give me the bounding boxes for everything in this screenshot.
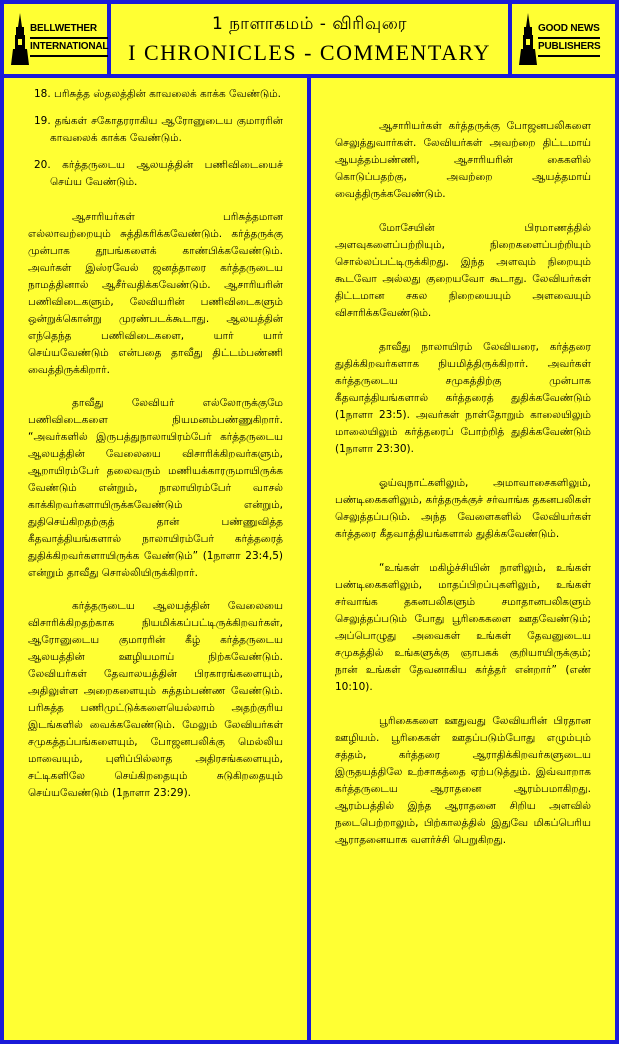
- paragraph: “உங்கள் மகிழ்ச்சியின் நாளிலும், உங்கள் பண்டிகைகளிலும், மாதப்பிறப்புகளிலும், உங்கள் சர்வாங்க தகனபலிகளும் சமாதானபலிகளும் செலுத்தப்படும் போது பூரிகைகளை ஊதவேண்டும்; அப்பொழுது அவைகள் உங்கள் தேவனுடைய சமுகத்தில் உங்களுக்கு ஞாபகக் குறியாயிருக்கும்; நான் உங்கள் தேவனாகிய கர்த்தர் என்றார்” (எண் 10:10).: [335, 562, 591, 693]
- paragraph: பூரிகைகளை ஊதுவது லேவியரின் பிரதான ஊழியம். பூரிகைகள் ஊதப்படும்போது எழும்பும் சத்தம், கர்த்தரை ஆராதிக்கிறவர்களுடைய இருதயத்திலே உற்சாகத்தை ஏற்படுத்தும். இவ்வாறாக கர்த்தருடைய ஆராதனை ஆரம்பமாகிறது. ஆரம்பத்தில் இந்த ஆராதனை சிறிய அளவில் நடைபெற்றாலும், பிற்காலத்தில் இதுவே மிகப்பெரிய ஆராதனையாக வளர்ச்சி பெறுகிறது.: [335, 715, 591, 846]
- bell-tower-icon: [10, 13, 30, 65]
- paragraph: ஆசாரியர்கள் கர்த்தருக்கு போஜனபலிகளை செலுத்துவார்கள். லேவியர்கள் அவற்றை திட்டமாய் ஆயத்தம்பண்ணி, ஆசாரியரின் கைகளில் கொடுப்பதற்கு, அவற்றை ஆயத்தமாய் வைத்திருக்கவேண்டும்.: [335, 120, 591, 200]
- logo-line-2: INTERNATIONAL: [30, 39, 108, 57]
- paragraph: தாவீது லேவியர் எல்லோருக்குமே பணிவிடைகளை நியமனம்பண்ணுகிறார். “அவர்களில் இருபத்துநாலாயிரம்பேர் கர்த்தருடைய ஆலயத்தின் வேலையை விசாரிக்கிறவர்களும், ஆறாயிரம்பேர் தலைவரும் மணியக்காரருமாயிருக்க வேண்டும் என்றும், நாலாயிரம்பேர் வாசல் காக்கிறவர்களாயிருக்கவேண்டும் என்றும், துதிசெய்கிறதற்குத் தான் பண்ணுவித்த கீதவாத்தியங்களால் நாலாயிரம்பேர் கர்த்தரைத் துதிக்கிறவர்களாயிருக்க வேண்டும்” (1நாளா 23:4,5) என்றும் தாவீது சொல்லியிருக்கிறார்.: [28, 397, 283, 579]
- paragraph: மோசேயின் பிரமாணத்தில் அளவுகளைப்பற்றியும், நிறைகளைப்பற்றியும் சொல்லப்பட்டிருக்கிறது. இந்த அளவும் நிறையும் கூடவோ அல்லது குறையவோ கூடாது. லேவியர்கள் திட்டமான சகல நிறையையும் அளவையும் விசாரிக்கவேண்டும்.: [335, 222, 591, 319]
- logo-line-2: PUBLISHERS: [538, 39, 600, 57]
- bellwether-logo: [4, 4, 107, 74]
- list-item: 20. கர்த்தருடைய ஆலயத்தின் பணிவிடையைச் செய்ய வேண்டும்.: [34, 159, 283, 188]
- paragraph: கர்த்தருடைய ஆலயத்தின் வேலையை விசாரிக்கிறதற்காக நியமிக்கப்பட்டிருக்கிறவர்கள், ஆரோனுடைய குமாரரின் கீழ் கர்த்தருடைய ஆலயத்தின் ஊழியமாய் நிற்கவேண்டும். லேவியர்கள் தேவாலயத்தின் பிரகாரங்களையும், அதிலுள்ள அறைகளையும் சுத்தம்பண்ண வேண்டும். பரிசுத்த பணிமுட்டுக்களையெல்லாம் அதற்குரிய இடங்களில் வைக்கவேண்டும். மேலும் லேவியர்கள் சமுகத்தப்பங்களையும், போஜனபலிக்கு மெல்லிய மாவையும், புளிப்பில்லாத அதிரசங்களையும், சட்டிகளிலே செய்கிறதையும் சுடுகிறதையும் செய்யவேண்டும் (1நாளா 23:29).: [28, 600, 283, 799]
- right-column: [311, 78, 615, 1040]
- logo-line-1: BELLWETHER: [30, 21, 108, 39]
- left-column: [4, 78, 307, 1040]
- paragraph: தாவீது நாலாயிரம் லேவியரை, கர்த்தரை துதிக்கிறவர்களாக நியமித்திருக்கிறார். அவர்கள் கர்த்தருடைய சமுகத்திற்கு முன்பாக கீதவாத்தியங்களால் கர்த்தரைத் துதிக்கவேண்டும் (1நாளா 23:5). அவர்கள் நாள்தோறும் காலையிலும் மாலையிலும் கர்த்தரைப் போற்றித் துதிக்கவேண்டும் (1நாளா 23:30).: [335, 341, 591, 455]
- good-news-logo: [512, 4, 615, 74]
- logo-line-1: GOOD NEWS: [538, 21, 600, 39]
- bell-tower-icon: [518, 13, 538, 65]
- paragraph: ஆசாரியர்கள் பரிசுத்தமான எல்லாவற்றையும் சுத்திகரிக்கவேண்டும். கர்த்தருக்கு முன்பாக தூபங்களைக் காண்பிக்கவேண்டும். அவர்கள் இஸ்ரவேல் ஜனத்தாரை கர்த்தருடைய நாமத்தினால் ஆசீர்வதிக்கவேண்டும். ஆசாரியரின் பணிவிடைகளும், லேவியரின் பணிவிடைகளும் ஒன்றுக்கொன்று முரண்படக்கூடாது. ஆலயத்தின் எந்தெந்த பணிவிடைகளை, யார் யார் செய்யவேண்டும் என்பதை தாவீது திட்டம்பண்ணி வைத்திருக்கிறார்.: [28, 211, 283, 376]
- title-tamil: 1 நாளாகமம் - விரிவுரை: [211, 14, 408, 34]
- page-header: [111, 4, 508, 74]
- paragraph: ஓய்வுநாட்களிலும், அமாவாசைகளிலும், பண்டிகைகளிலும், கர்த்தருக்குச் சர்வாங்க தகனபலிகள் செலுத்தப்படும். அந்த வேளைகளில் லேவியர்கள் கர்த்தரை கீதவாத்தியங்களால் துதிக்கவேண்டும்.: [335, 477, 591, 540]
- list-item: 19. தங்கள் சகோதரராகிய ஆரோனுடைய குமாரரின் காவலைக் காக்க வேண்டும்.: [34, 115, 283, 144]
- list-item: 18. பரிசுத்த ஸ்தலத்தின் காவலைக் காக்க வேண்டும்.: [34, 88, 282, 100]
- title-english: I CHRONICLES - COMMENTARY: [128, 40, 491, 65]
